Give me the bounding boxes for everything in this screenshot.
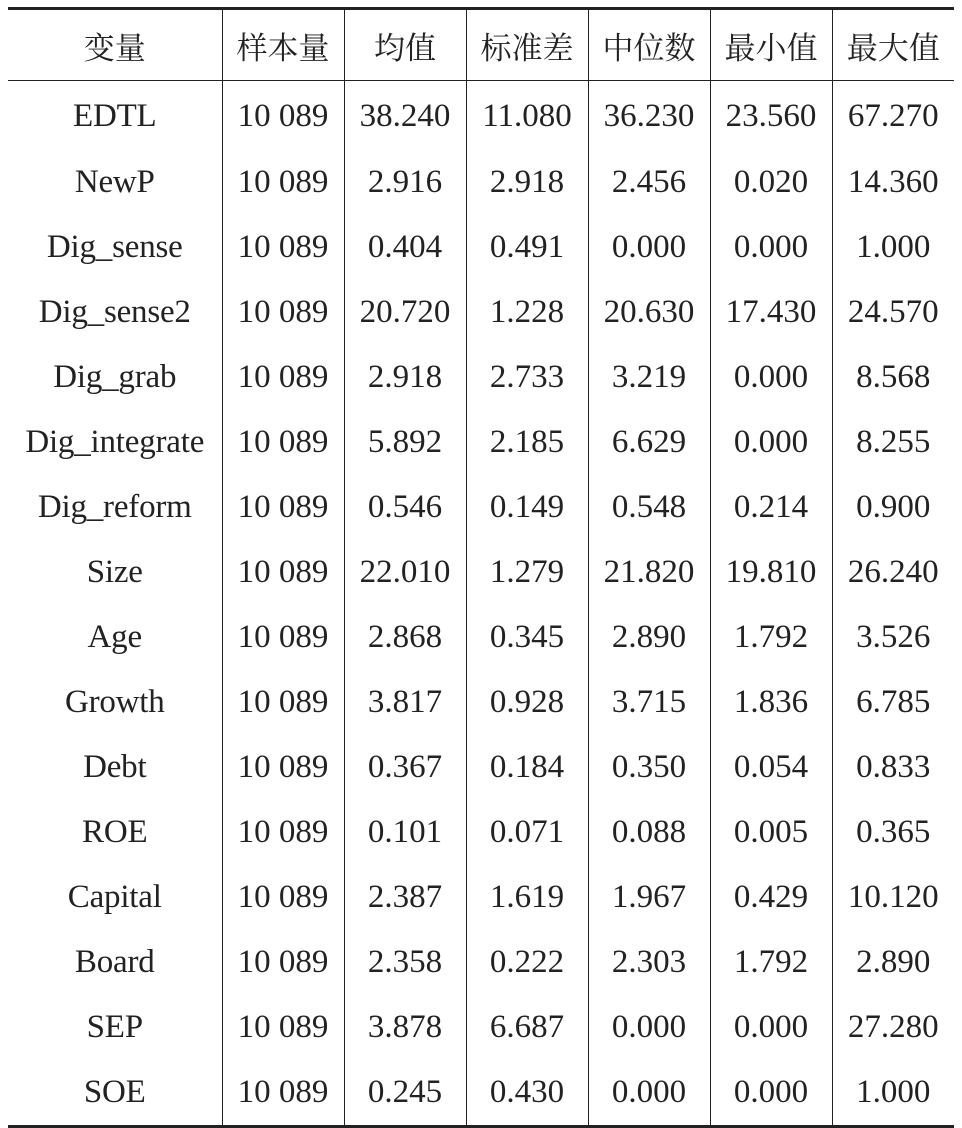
cell-max: 0.833 (832, 735, 954, 800)
cell-mean: 3.817 (344, 670, 466, 735)
cell-max: 26.240 (832, 540, 954, 605)
header-sample-size: 样本量 (222, 9, 344, 81)
cell-mean: 2.918 (344, 345, 466, 410)
cell-sample-size: 10 089 (222, 280, 344, 345)
cell-sample-size: 10 089 (222, 930, 344, 995)
cell-min: 1.836 (710, 670, 832, 735)
cell-median: 3.715 (588, 670, 710, 735)
cell-mean: 3.878 (344, 995, 466, 1060)
cell-std-dev: 2.918 (466, 150, 588, 215)
cell-max: 24.570 (832, 280, 954, 345)
cell-mean: 2.916 (344, 150, 466, 215)
cell-std-dev: 2.733 (466, 345, 588, 410)
cell-median: 0.000 (588, 1060, 710, 1127)
cell-median: 36.230 (588, 81, 710, 151)
cell-sample-size: 10 089 (222, 215, 344, 280)
header-std-dev: 标准差 (466, 9, 588, 81)
header-min: 最小值 (710, 9, 832, 81)
cell-min: 0.429 (710, 865, 832, 930)
cell-min: 0.020 (710, 150, 832, 215)
cell-mean: 0.101 (344, 800, 466, 865)
cell-max: 10.120 (832, 865, 954, 930)
cell-sample-size: 10 089 (222, 150, 344, 215)
header-median: 中位数 (588, 9, 710, 81)
cell-min: 1.792 (710, 930, 832, 995)
cell-variable: Size (86, 554, 143, 590)
cell-sample-size: 10 089 (222, 670, 344, 735)
cell-std-dev: 0.430 (466, 1060, 588, 1127)
cell-median: 0.000 (588, 995, 710, 1060)
table-row (8, 540, 954, 605)
table-row (8, 735, 954, 800)
cell-std-dev: 0.184 (466, 735, 588, 800)
cell-variable: Dig_reform (37, 489, 192, 525)
cell-mean: 20.720 (344, 280, 466, 345)
cell-min: 17.430 (710, 280, 832, 345)
cell-std-dev: 1.228 (466, 280, 588, 345)
cell-median: 21.820 (588, 540, 710, 605)
table-row (8, 1060, 954, 1127)
cell-median: 2.890 (588, 605, 710, 670)
cell-min: 0.214 (710, 475, 832, 540)
cell-sample-size: 10 089 (222, 735, 344, 800)
cell-variable: Dig_grab (53, 359, 177, 395)
cell-median: 20.630 (588, 280, 710, 345)
cell-mean: 38.240 (344, 81, 466, 151)
cell-mean: 0.245 (344, 1060, 466, 1127)
table-row (8, 150, 954, 215)
cell-std-dev: 1.279 (466, 540, 588, 605)
cell-max: 6.785 (832, 670, 954, 735)
cell-max: 0.365 (832, 800, 954, 865)
cell-variable: Growth (64, 684, 165, 720)
table-row (8, 995, 954, 1060)
cell-sample-size: 10 089 (222, 540, 344, 605)
cell-std-dev: 6.687 (466, 995, 588, 1060)
cell-min: 23.560 (710, 81, 832, 151)
cell-mean: 0.546 (344, 475, 466, 540)
cell-std-dev: 0.928 (466, 670, 588, 735)
cell-std-dev: 0.345 (466, 605, 588, 670)
cell-median: 2.303 (588, 930, 710, 995)
table-row (8, 865, 954, 930)
cell-sample-size: 10 089 (222, 475, 344, 540)
cell-mean: 2.387 (344, 865, 466, 930)
cell-sample-size: 10 089 (222, 865, 344, 930)
header-variable: 变量 (8, 9, 222, 81)
table-row (8, 670, 954, 735)
header-mean: 均值 (344, 9, 466, 81)
table-row (8, 215, 954, 280)
cell-max: 67.270 (832, 81, 954, 151)
table-row (8, 280, 954, 345)
cell-variable: Board (74, 944, 155, 980)
cell-std-dev: 1.619 (466, 865, 588, 930)
cell-median: 6.629 (588, 410, 710, 475)
cell-sample-size: 10 089 (222, 81, 344, 151)
cell-sample-size: 10 089 (222, 410, 344, 475)
cell-variable: NewP (74, 164, 155, 200)
cell-std-dev: 2.185 (466, 410, 588, 475)
cell-mean: 2.868 (344, 605, 466, 670)
cell-std-dev: 0.491 (466, 215, 588, 280)
cell-variable: Debt (83, 749, 147, 785)
cell-max: 1.000 (832, 1060, 954, 1127)
cell-variable: Dig_sense (46, 229, 183, 265)
table-body (8, 81, 954, 1127)
table-row (8, 475, 954, 540)
cell-min: 0.000 (710, 345, 832, 410)
cell-mean: 2.358 (344, 930, 466, 995)
cell-max: 8.255 (832, 410, 954, 475)
header-row (8, 9, 954, 81)
table-row (8, 410, 954, 475)
table-row (8, 800, 954, 865)
cell-median: 0.000 (588, 215, 710, 280)
cell-sample-size: 10 089 (222, 995, 344, 1060)
cell-std-dev: 11.080 (466, 81, 588, 151)
cell-min: 0.054 (710, 735, 832, 800)
cell-sample-size: 10 089 (222, 800, 344, 865)
cell-min: 1.792 (710, 605, 832, 670)
cell-mean: 0.404 (344, 215, 466, 280)
cell-min: 0.000 (710, 215, 832, 280)
cell-variable: SEP (86, 1009, 143, 1045)
cell-sample-size: 10 089 (222, 605, 344, 670)
cell-variable: Age (87, 619, 142, 655)
cell-max: 1.000 (832, 215, 954, 280)
cell-median: 3.219 (588, 345, 710, 410)
cell-max: 0.900 (832, 475, 954, 540)
cell-std-dev: 0.071 (466, 800, 588, 865)
cell-std-dev: 0.149 (466, 475, 588, 540)
cell-mean: 0.367 (344, 735, 466, 800)
cell-max: 3.526 (832, 605, 954, 670)
cell-std-dev: 0.222 (466, 930, 588, 995)
cell-sample-size: 10 089 (222, 345, 344, 410)
cell-min: 19.810 (710, 540, 832, 605)
cell-min: 0.000 (710, 410, 832, 475)
cell-median: 1.967 (588, 865, 710, 930)
table-header (8, 9, 954, 81)
header-max: 最大值 (832, 9, 954, 81)
cell-max: 8.568 (832, 345, 954, 410)
cell-min: 0.000 (710, 995, 832, 1060)
table-row (8, 81, 954, 151)
cell-variable: EDTL (72, 98, 157, 134)
cell-variable: Capital (67, 879, 162, 915)
cell-variable: Dig_integrate (25, 424, 205, 460)
cell-min: 0.000 (710, 1060, 832, 1127)
cell-median: 0.548 (588, 475, 710, 540)
cell-median: 2.456 (588, 150, 710, 215)
cell-max: 14.360 (832, 150, 954, 215)
cell-variable: SOE (8, 1060, 222, 1127)
cell-min: 0.005 (710, 800, 832, 865)
cell-variable: ROE (82, 814, 148, 850)
descriptive-statistics-table (8, 7, 954, 1128)
table-row (8, 605, 954, 670)
cell-median: 0.088 (588, 800, 710, 865)
cell-sample-size: 10 089 (222, 1060, 344, 1127)
table-row (8, 930, 954, 995)
cell-median: 0.350 (588, 735, 710, 800)
cell-mean: 5.892 (344, 410, 466, 475)
table-row (8, 345, 954, 410)
cell-max: 2.890 (832, 930, 954, 995)
cell-variable: Dig_sense2 (38, 294, 191, 330)
cell-mean: 22.010 (344, 540, 466, 605)
cell-max: 27.280 (832, 995, 954, 1060)
